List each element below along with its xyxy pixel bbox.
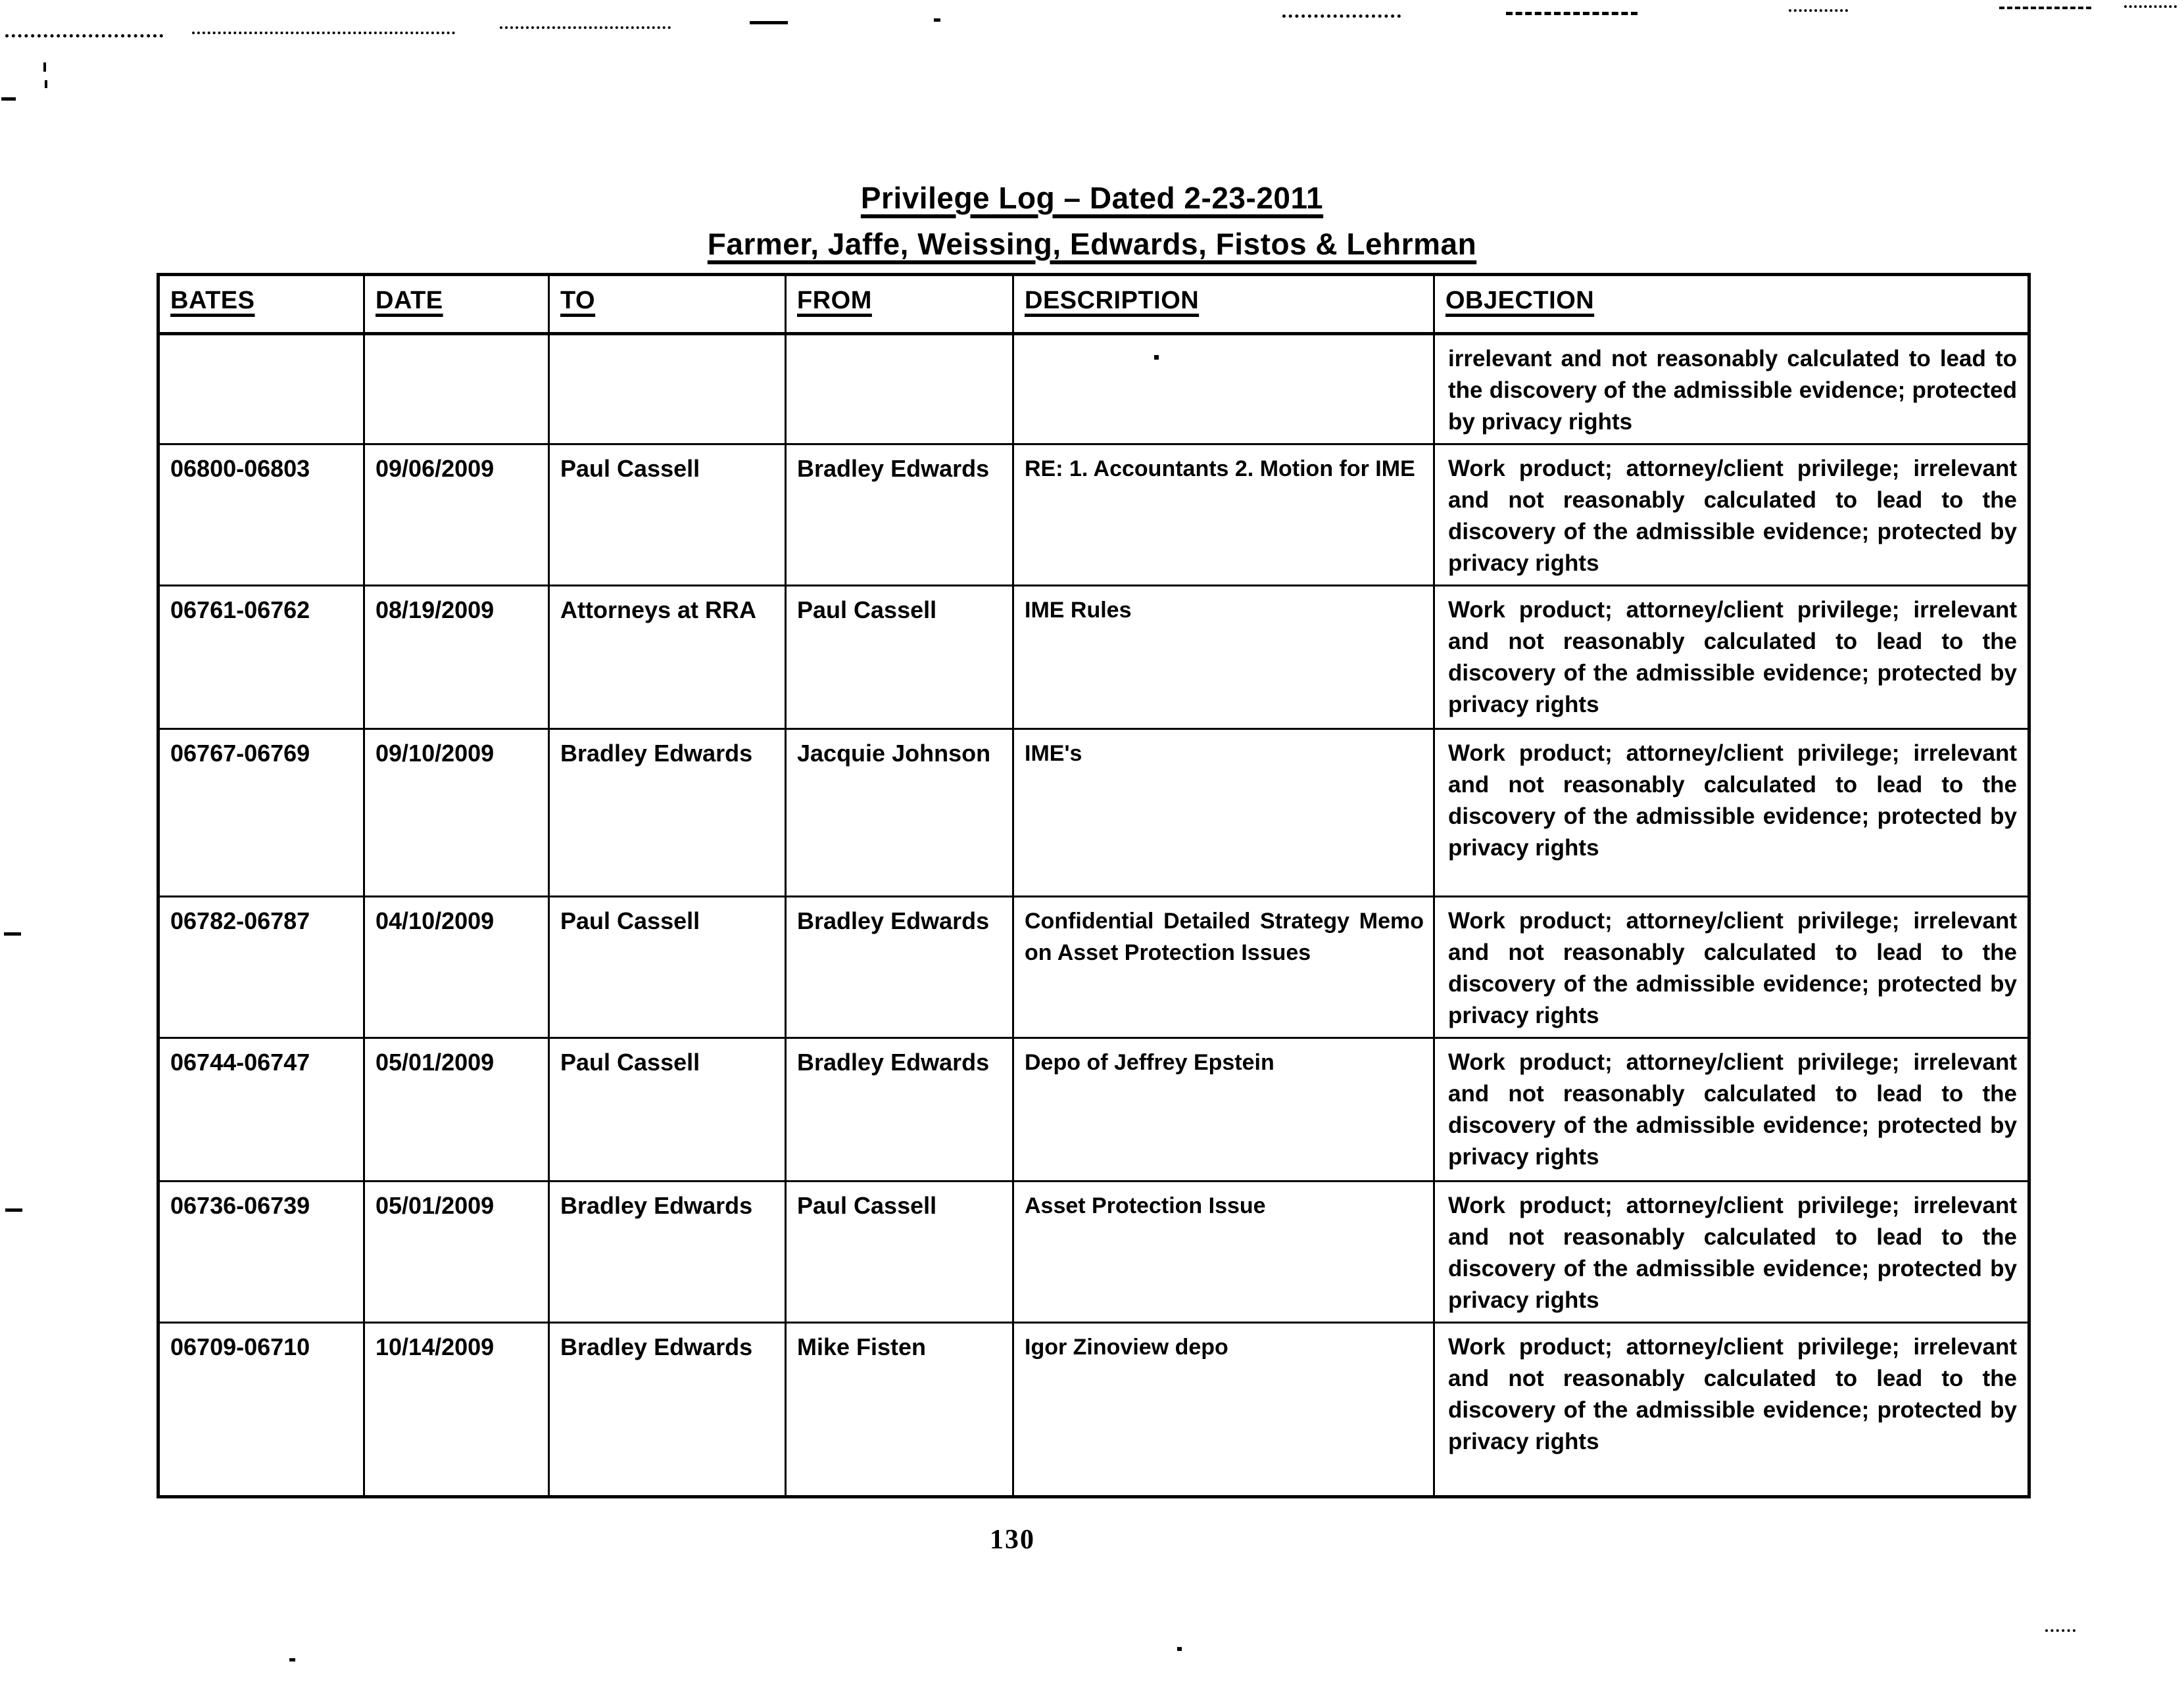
scan-artifact [289,1658,295,1661]
title-block [0,175,2184,267]
cell-bates: 06761-06762 [158,586,364,729]
cell-desc: Depo of Jeffrey Epstein [1013,1038,1434,1182]
column-header-bates [158,275,364,334]
header-row [158,275,2029,334]
table-row [158,586,2029,729]
cell-from: Jacquie Johnson [786,729,1013,897]
page-title: Privilege Log – Dated 2-23-2011 [860,181,1324,215]
cell-desc: RE: 1. Accountants 2. Motion for IME [1013,444,1434,586]
cell-to [549,334,786,444]
scan-artifact [1177,1647,1182,1651]
table-row [158,1323,2029,1497]
scan-artifact [500,26,671,29]
cell-bates: 06782-06787 [158,897,364,1038]
table-row [158,897,2029,1038]
cell-desc: Igor Zinoview depo [1013,1323,1434,1497]
scan-artifact [1,97,16,101]
table-row [158,444,2029,586]
column-header-to [549,275,786,334]
cell-obj: Work product; attorney/client privilege; irrelevant and not reasonably calculated to lead to the discovery of the admissible evidence; protected by privacy rights [1434,1182,2029,1323]
scan-artifact [2124,5,2177,8]
scan-artifact [4,932,21,936]
cell-desc [1013,334,1434,444]
cell-from: Paul Cassell [786,1182,1013,1323]
cell-bates: 06767-06769 [158,729,364,897]
column-header-label: DATE [376,287,443,314]
cell-obj: Work product; attorney/client privilege; irrelevant and not reasonably calculated to lead to the discovery of the admissible evidence; protected by privacy rights [1434,729,2029,897]
column-header-label: FROM [797,287,872,314]
cell-desc: IME's [1013,729,1434,897]
cell-bates [158,334,364,444]
cell-date: 10/14/2009 [364,1323,549,1497]
cell-to: Paul Cassell [549,444,786,586]
column-header-description [1013,275,1434,334]
column-header-objection [1434,275,2029,334]
privilege-log-table [157,273,2031,1498]
cell-to: Paul Cassell [549,897,786,1038]
cell-obj: Work product; attorney/client privilege; irrelevant and not reasonably calculated to lead to the discovery of the admissible evidence; protected by privacy rights [1434,1323,2029,1497]
column-header-label: BATES [170,287,255,314]
scan-artifact [1999,7,2091,9]
scan-artifact [45,80,47,88]
cell-date: 08/19/2009 [364,586,549,729]
scan-artifact [1506,12,1638,15]
table-row [158,334,2029,444]
cell-from: Bradley Edwards [786,444,1013,586]
scan-artifact [5,1208,22,1212]
column-header-label: DESCRIPTION [1025,287,1200,314]
cell-date: 05/01/2009 [364,1038,549,1182]
cell-obj: Work product; attorney/client privilege; irrelevant and not reasonably calculated to lead to the discovery of the admissible evidence; protected by privacy rights [1434,1038,2029,1182]
cell-from [786,334,1013,444]
cell-date [364,334,549,444]
cell-date: 09/10/2009 [364,729,549,897]
column-header-from [786,275,1013,334]
table-row [158,1038,2029,1182]
scan-artifact [5,34,163,37]
cell-bates: 06744-06747 [158,1038,364,1182]
scan-artifact [1282,14,1401,18]
cell-desc: Confidential Detailed Strategy Memo on Asset Protection Issues [1013,897,1434,1038]
cell-obj: irrelevant and not reasonably calculated to lead to the discovery of the admissible evidence; protected by privacy rights [1434,334,2029,444]
column-header-date [364,275,549,334]
cell-to: Bradley Edwards [549,1182,786,1323]
cell-date: 05/01/2009 [364,1182,549,1323]
cell-bates: 06800-06803 [158,444,364,586]
cell-to: Bradley Edwards [549,1323,786,1497]
scan-artifact [750,21,788,24]
cell-to: Bradley Edwards [549,729,786,897]
scan-artifact [43,62,46,72]
cell-desc: IME Rules [1013,586,1434,729]
scan-artifact [1789,9,1848,12]
page-number: 130 [990,1525,1035,1555]
cell-obj: Work product; attorney/client privilege; irrelevant and not reasonably calculated to lead to the discovery of the admissible evidence; protected by privacy rights [1434,444,2029,586]
scan-artifact [934,18,940,22]
table-row [158,1182,2029,1323]
cell-date: 04/10/2009 [364,897,549,1038]
cell-to: Paul Cassell [549,1038,786,1182]
cell-bates: 06736-06739 [158,1182,364,1323]
table-row [158,729,2029,897]
cell-from: Mike Fisten [786,1323,1013,1497]
column-header-label: OBJECTION [1445,287,1595,314]
cell-desc: Asset Protection Issue [1013,1182,1434,1323]
law-firm-subtitle: Farmer, Jaffe, Weissing, Edwards, Fistos & Lehrman [707,227,1477,261]
cell-date: 09/06/2009 [364,444,549,586]
cell-obj: Work product; attorney/client privilege; irrelevant and not reasonably calculated to lead to the discovery of the admissible evidence; protected by privacy rights [1434,586,2029,729]
column-header-label: TO [560,287,596,314]
cell-from: Paul Cassell [786,586,1013,729]
scan-artifact [2045,1629,2075,1632]
cell-to: Attorneys at RRA [549,586,786,729]
scan-artifact [192,32,455,34]
cell-from: Bradley Edwards [786,1038,1013,1182]
cell-from: Bradley Edwards [786,897,1013,1038]
cell-obj: Work product; attorney/client privilege; irrelevant and not reasonably calculated to lead to the discovery of the admissible evidence; protected by privacy rights [1434,897,2029,1038]
cell-bates: 06709-06710 [158,1323,364,1497]
